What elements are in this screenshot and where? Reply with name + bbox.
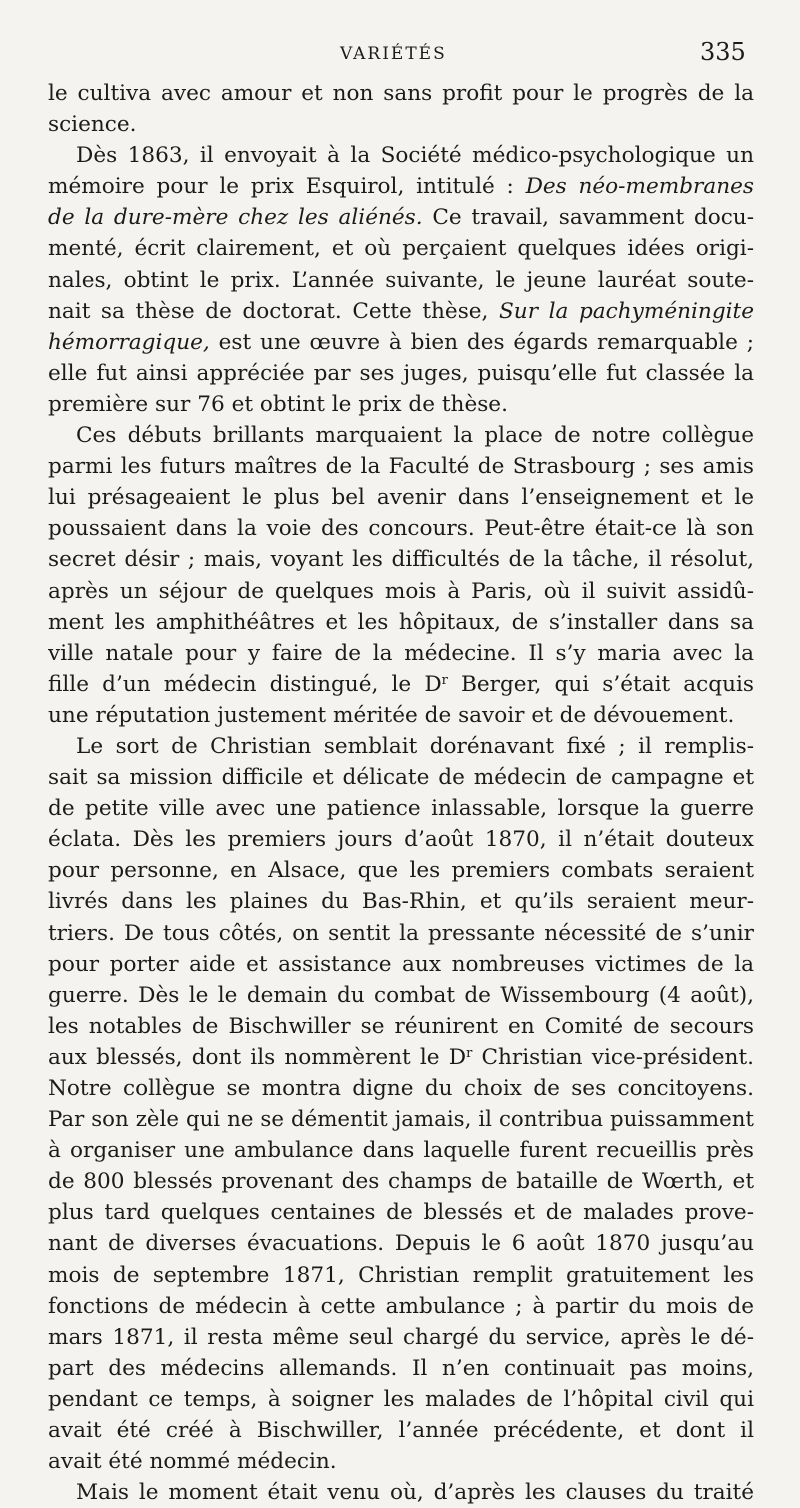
italic-title: Sur la pachyméningite [499, 298, 754, 324]
text-run: nait sa thèse de doctorat. Cette thèse, [48, 298, 499, 324]
text-run: Notre collègue se montra digne du choix de ses concitoyens. [48, 1076, 754, 1101]
text-run: avait été créé à Bischwiller, l’année précédente, et dont il [48, 1418, 754, 1444]
text-line [48, 1135, 754, 1166]
text-run: parmi les futurs maîtres de la Faculté de Strasbourg ; ses amis [48, 454, 754, 480]
text-line [48, 1291, 754, 1322]
text-run: menté, écrit clairement, et où perçaient quelques idées origi- [48, 236, 754, 262]
text-run: ment les amphithéâtres et les hôpitaux, de s’installer dans sa [48, 609, 754, 635]
text-line [48, 420, 754, 451]
text-run: est une œuvre à bien des égards remarquable ; [209, 329, 754, 355]
text-line [48, 1073, 754, 1104]
text-run: science. [48, 112, 137, 138]
text-run: Ces débuts brillants marquaient la place de notre collègue [76, 423, 754, 449]
text-line [48, 544, 754, 575]
text-line [48, 1197, 754, 1228]
text-line [48, 1104, 754, 1135]
text-run: Berger, qui s’était acquis [447, 671, 754, 697]
text-run: pour porter aide et assistance aux nombreuses victimes de la [48, 951, 754, 977]
text-run: première sur 76 et obtint le prix de thèse. [48, 391, 508, 417]
text-line [48, 949, 754, 980]
text-line [48, 482, 754, 513]
text-run: le cultiva avec amour et non sans profit pour le progrès de la [48, 81, 754, 106]
running-title: VARIÉTÉS [340, 44, 447, 64]
text-line [48, 358, 754, 389]
text-run: nales, obtint le prix. L’année suivante, le jeune lauréat soute- [48, 267, 754, 293]
text-run: lui présageaient le plus bel avenir dans l’enseignement et le [48, 485, 754, 511]
text-line [48, 171, 754, 202]
text-line [48, 824, 754, 855]
text-line [48, 669, 754, 700]
text-line [48, 389, 754, 420]
running-header [0, 38, 800, 68]
text-line [48, 855, 754, 886]
text-run: Ce travail, savamment docu- [422, 205, 754, 231]
text-run: triers. De tous côtés, on sentit la pressante nécessité de s’unir [48, 920, 754, 946]
text-run: plus tard quelques centaines de blessés et de malades prove- [48, 1200, 754, 1226]
italic-title: hémorragique, [48, 329, 210, 355]
text-run: poussaient dans la voie des concours. Peut-être était-ce là son [48, 516, 754, 542]
text-run: part des médecins allemands. Il n’en continuait pas moins, [48, 1355, 754, 1381]
text-run: secret désir ; mais, voyant les difficultés de la tâche, il résolut, [48, 547, 754, 573]
text-run: avait été nommé médecin. [48, 1449, 337, 1475]
text-run: les notables de Bischwiller se réunirent en Comité de secours [48, 1013, 754, 1039]
text-line [48, 109, 754, 140]
text-line [48, 1260, 754, 1291]
text-line [48, 1477, 754, 1508]
text-run: à organiser une ambulance dans laquelle furent recueillis près [48, 1138, 754, 1164]
text-line [48, 513, 754, 544]
text-line [48, 327, 754, 358]
text-line [48, 140, 754, 171]
text-line [48, 1446, 754, 1477]
text-line [48, 1011, 754, 1042]
text-run: ville natale pour y faire de la médecine. Il s’y maria avec la [48, 640, 754, 666]
text-line [48, 451, 754, 482]
text-line [48, 576, 754, 607]
text-run: Mais le moment était venu où, d’après les clauses du traité [76, 1480, 754, 1506]
text-run: éclata. Dès les premiers jours d’août 1870, il n’était douteux [48, 827, 754, 853]
text-run: livrés dans les plaines du Bas-Rhin, et qu’ils seraient meur- [48, 889, 754, 915]
superscript: r [466, 1045, 473, 1061]
text-run: fonctions de médecin à cette ambulance ; à partir du mois de [48, 1293, 754, 1319]
text-line [48, 700, 754, 731]
text-run: elle fut ainsi appréciée par ses juges, puisqu’elle fut classée la [48, 360, 754, 386]
text-line [48, 1042, 754, 1073]
text-run: fille d’un médecin distingué, le D [48, 671, 442, 697]
text-run: mois de septembre 1871, Christian remplit gratuitement les [48, 1262, 754, 1288]
text-run: mars 1871, il resta même seul chargé du service, après le dé- [48, 1324, 754, 1350]
text-line [48, 638, 754, 669]
text-line [48, 918, 754, 949]
text-line [48, 980, 754, 1011]
text-line [48, 886, 754, 917]
text-run: Christian vice-président. [472, 1044, 754, 1070]
text-line [48, 1415, 754, 1446]
text-line [48, 731, 754, 762]
text-run: aux blessés, dont ils nommèrent le D [48, 1044, 467, 1070]
text-run: sait sa mission difficile et délicate de médecin de campagne et [48, 765, 754, 791]
text-line [48, 296, 754, 327]
text-line [48, 233, 754, 264]
page-number: 335 [700, 38, 746, 66]
text-line [48, 762, 754, 793]
superscript: r [441, 672, 448, 688]
text-run: de petite ville avec une patience inlassable, lorsque la guerre [48, 796, 754, 822]
text-run: Le sort de Christian semblait dorénavant fixé ; il remplis- [76, 733, 754, 759]
text-line [48, 1166, 754, 1197]
italic-title: de la dure-mère chez les aliénés. [48, 205, 423, 231]
text-run: nant de diverses évacuations. Depuis le 6 août 1870 jusqu’au [48, 1231, 754, 1257]
text-run: après un séjour de quelques mois à Paris, où il suivit assidû- [48, 578, 754, 604]
text-run: de 800 blessés provenant des champs de bataille de Wœrth, et [48, 1169, 754, 1195]
text-line [48, 793, 754, 824]
text-run: pendant ce temps, à soigner les malades de l’hôpital civil qui [48, 1386, 754, 1412]
text-line [48, 1322, 754, 1353]
text-run: une réputation justement méritée de savoir et de dévouement. [48, 702, 735, 728]
text-line [48, 202, 754, 233]
text-run: Dès 1863, il envoyait à la Société médico-psychologique un [76, 143, 754, 169]
text-run: guerre. Dès le le demain du combat de Wissembourg (4 août), [48, 982, 754, 1008]
text-line [48, 1353, 754, 1384]
text-line [48, 78, 754, 109]
text-run: Par son zèle qui ne se démentit jamais, il contribua puissamment [48, 1107, 754, 1133]
text-line [48, 1228, 754, 1259]
text-run: mémoire pour le prix Esquirol, intitulé : [48, 174, 526, 200]
text-run: pour personne, en Alsace, que les premiers combats seraient [48, 858, 754, 884]
text-line [48, 265, 754, 296]
text-line [48, 607, 754, 638]
italic-title: Des néo-membranes [525, 174, 754, 200]
text-line [48, 1384, 754, 1415]
text-body [48, 78, 754, 1508]
